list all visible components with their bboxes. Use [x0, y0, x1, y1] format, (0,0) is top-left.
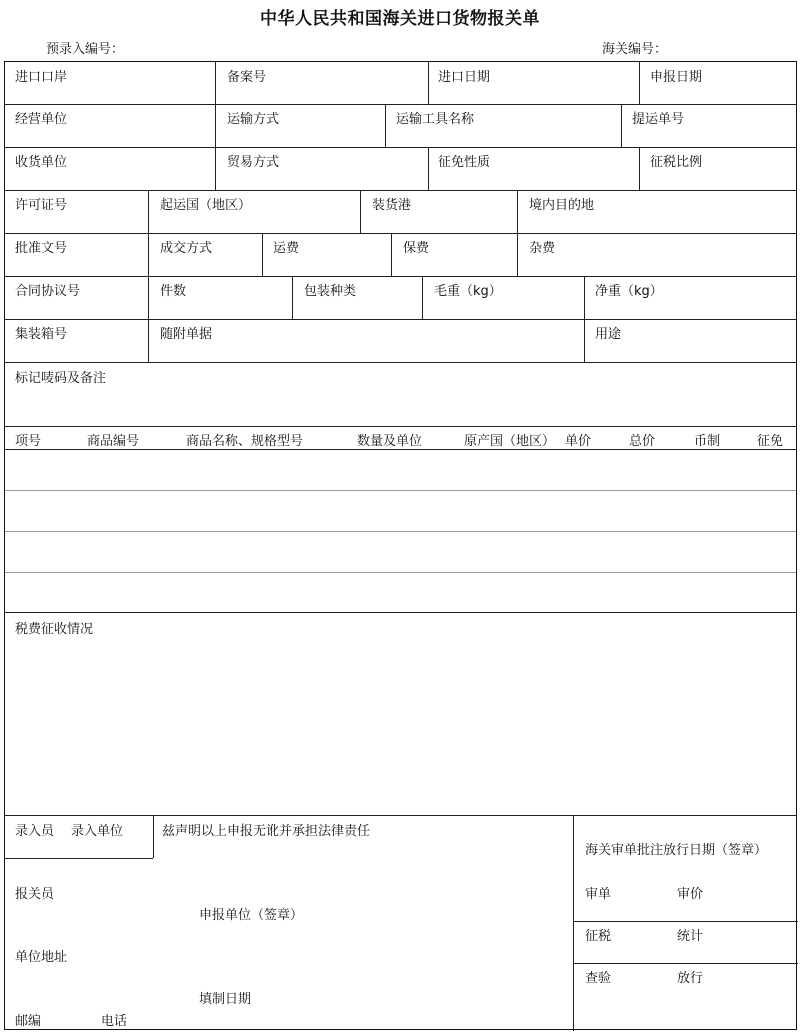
row-divider	[5, 815, 796, 816]
grid-line	[148, 276, 149, 319]
origin-country-header: 原产国（地区）	[464, 434, 556, 449]
grid-line	[262, 233, 263, 276]
grid-line	[584, 319, 585, 362]
container-number-label: 集装箱号	[15, 327, 68, 342]
trade-mode-label: 贸易方式	[227, 155, 280, 170]
gross-weight-label: 毛重（kg）	[434, 284, 502, 299]
row-divider	[5, 147, 796, 148]
declaration-form	[4, 61, 797, 1030]
grid-line	[573, 815, 574, 1031]
bill-number-label: 提运单号	[632, 112, 685, 127]
row-divider	[5, 276, 796, 277]
attached-documents-label: 随附单据	[160, 327, 213, 342]
row-divider	[5, 612, 796, 613]
postcode-label: 邮编	[15, 1014, 42, 1029]
consignee-label: 收货单位	[15, 155, 68, 170]
grid-line	[428, 62, 429, 104]
pieces-label: 件数	[160, 284, 187, 299]
grid-line	[215, 104, 216, 147]
net-weight-label: 净重（kg）	[595, 284, 663, 299]
row-divider	[5, 362, 796, 363]
row-divider	[5, 104, 796, 105]
grid-line	[215, 62, 216, 104]
form-title: 中华人民共和国海关进口货物报关单	[260, 9, 540, 29]
grid-line	[428, 147, 429, 190]
contract-number-label: 合同协议号	[15, 284, 81, 299]
import-date-label: 进口日期	[438, 70, 491, 85]
business-unit-label: 经营单位	[15, 112, 68, 127]
grid-line	[584, 276, 585, 319]
grid-line	[422, 276, 423, 319]
grid-line	[639, 62, 640, 104]
row-divider	[5, 426, 796, 427]
items-header-divider	[5, 449, 796, 450]
customs-approval-label: 海关审单批注放行日期（签章）	[585, 843, 768, 858]
approval-divider	[573, 921, 798, 922]
levy-header: 征免	[757, 434, 784, 449]
currency-header: 币制	[694, 434, 721, 449]
entry-box-bottom	[5, 858, 153, 859]
import-port-label: 进口口岸	[15, 70, 68, 85]
transport-mode-label: 运输方式	[227, 112, 280, 127]
item-row-divider	[5, 531, 796, 532]
grid-line	[517, 233, 518, 276]
deal-mode-label: 成交方式	[160, 241, 213, 256]
levy-tax-label: 征税	[585, 929, 612, 944]
grid-line	[391, 233, 392, 276]
origin-country-label: 起运国（地区）	[160, 198, 252, 213]
declare-date-label: 申报日期	[650, 70, 703, 85]
grid-line	[148, 190, 149, 233]
license-number-label: 许可证号	[15, 198, 68, 213]
package-type-label: 包装种类	[304, 284, 357, 299]
row-divider	[5, 190, 796, 191]
transport-name-label: 运输工具名称	[396, 112, 475, 127]
grid-line	[148, 233, 149, 276]
phone-label: 电话	[101, 1014, 128, 1029]
review-label: 审单	[585, 887, 612, 902]
unit-price-header: 单价	[565, 434, 592, 449]
misc-fee-label: 杂费	[529, 241, 556, 256]
pre-entry-number-label: 预录入编号：	[46, 42, 125, 57]
customs-broker-label: 报关员	[15, 887, 55, 902]
entry-unit-label: 录入单位	[71, 824, 124, 839]
total-price-header: 总价	[629, 434, 656, 449]
grid-line	[215, 147, 216, 190]
approval-number-label: 批准文号	[15, 241, 68, 256]
freight-label: 运费	[273, 241, 300, 256]
price-review-label: 审价	[677, 887, 704, 902]
usage-label: 用途	[595, 327, 622, 342]
grid-line	[517, 190, 518, 233]
unit-address-label: 单位地址	[15, 950, 68, 965]
record-number-label: 备案号	[227, 70, 267, 85]
grid-line	[621, 104, 622, 147]
release-label: 放行	[677, 971, 704, 986]
item-row-divider	[5, 572, 796, 573]
grid-line	[385, 104, 386, 147]
inspection-label: 查验	[585, 971, 612, 986]
row-divider	[5, 319, 796, 320]
goods-code-header: 商品编号	[87, 434, 140, 449]
exemption-nature-label: 征免性质	[438, 155, 491, 170]
entry-clerk-label: 录入员	[15, 824, 55, 839]
statistics-label: 统计	[677, 929, 704, 944]
marks-remarks-label: 标记唛码及备注	[15, 371, 107, 386]
tax-ratio-label: 征税比例	[650, 155, 703, 170]
item-no-header: 项号	[15, 434, 42, 449]
loading-port-label: 装货港	[372, 198, 412, 213]
item-row-divider	[5, 490, 796, 491]
declaration-statement: 兹声明以上申报无讹并承担法律责任	[162, 824, 371, 839]
grid-line	[639, 147, 640, 190]
tax-collection-label: 税费征收情况	[15, 622, 94, 637]
grid-line	[292, 276, 293, 319]
quantity-unit-header: 数量及单位	[357, 434, 423, 449]
domestic-destination-label: 境内目的地	[529, 198, 595, 213]
grid-line	[148, 319, 149, 362]
goods-name-header: 商品名称、规格型号	[186, 434, 304, 449]
row-divider	[5, 233, 796, 234]
customs-number-label: 海关编号：	[602, 42, 668, 57]
approval-divider	[573, 963, 798, 964]
declarant-seal-label: 申报单位（签章）	[199, 908, 304, 923]
grid-line	[153, 815, 154, 858]
insurance-label: 保费	[403, 241, 430, 256]
fill-date-label: 填制日期	[199, 992, 252, 1007]
grid-line	[360, 190, 361, 233]
